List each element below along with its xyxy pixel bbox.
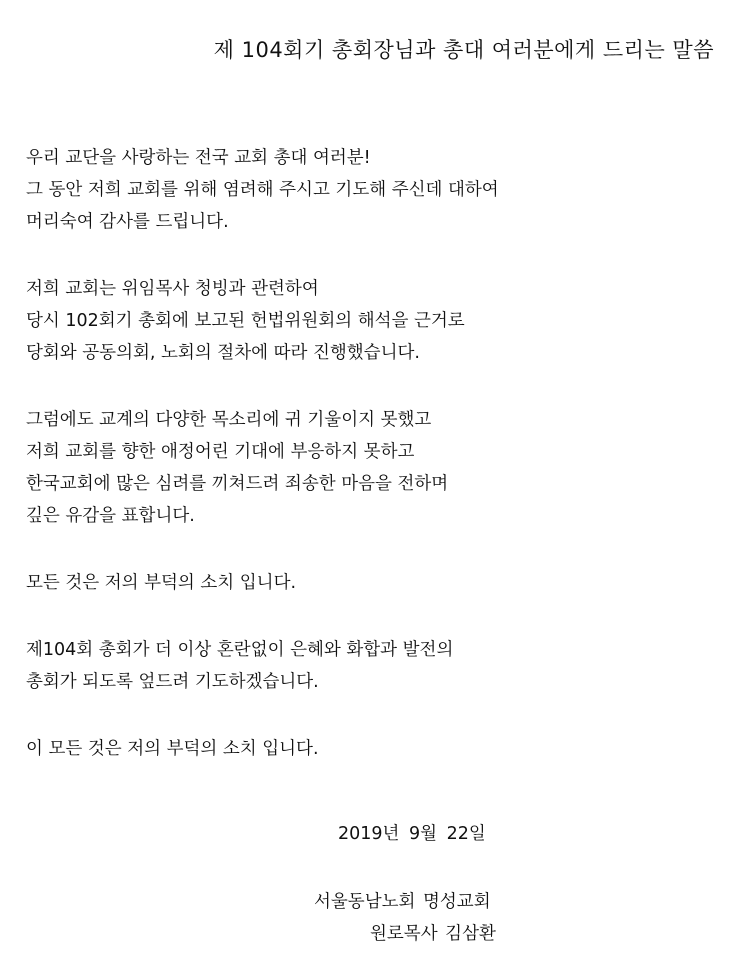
letter-body [26, 142, 716, 800]
text-line: 저희 교회는 위임목사 청빙과 관련하여 [26, 279, 319, 299]
text-line: 당회와 공동의회, 노회의 절차에 따라 진행했습니다. [26, 343, 420, 363]
text-line: 깊은 유감을 표합니다. [26, 506, 195, 526]
paragraph-fault [26, 567, 716, 599]
letter-date: 2019년 9월 22일 [338, 824, 486, 844]
signature-church: 서울동남노회 명성교회 [314, 892, 491, 912]
text-line: 총회가 되도록 엎드려 기도하겠습니다. [26, 672, 319, 692]
text-line: 그 동안 저희 교회를 위해 염려해 주시고 기도해 주신데 대하여 [26, 180, 499, 200]
text-line: 이 모든 것은 저의 부덕의 소치 입니다. [26, 739, 319, 759]
paragraph-greeting [26, 142, 716, 238]
text-line: 모든 것은 저의 부덕의 소치 입니다. [26, 573, 297, 593]
paragraph-closing [26, 733, 716, 765]
text-line: 우리 교단을 사랑하는 전국 교회 총대 여러분! [26, 148, 371, 168]
text-line: 당시 102회기 총회에 보고된 헌법위원회의 해석을 근거로 [26, 311, 465, 331]
text-line: 저희 교회를 향한 애정어린 기대에 부응하지 못하고 [26, 442, 415, 462]
signature-name: 원로목사 김삼환 [370, 924, 496, 944]
paragraph-process [26, 273, 716, 369]
text-line: 제104회 총회가 더 이상 혼란없이 은혜와 화합과 발전의 [26, 640, 454, 660]
letter-title: 제 104회기 총회장님과 총대 여러분에게 드리는 말씀 [213, 38, 714, 62]
paragraph-prayer [26, 634, 716, 698]
text-line: 한국교회에 많은 심려를 끼쳐드려 죄송한 마음을 전하며 [26, 474, 449, 494]
text-line: 머리숙여 감사를 드립니다. [26, 212, 229, 232]
paragraph-apology [26, 404, 716, 532]
text-line: 그럼에도 교계의 다양한 목소리에 귀 기울이지 못했고 [26, 410, 432, 430]
